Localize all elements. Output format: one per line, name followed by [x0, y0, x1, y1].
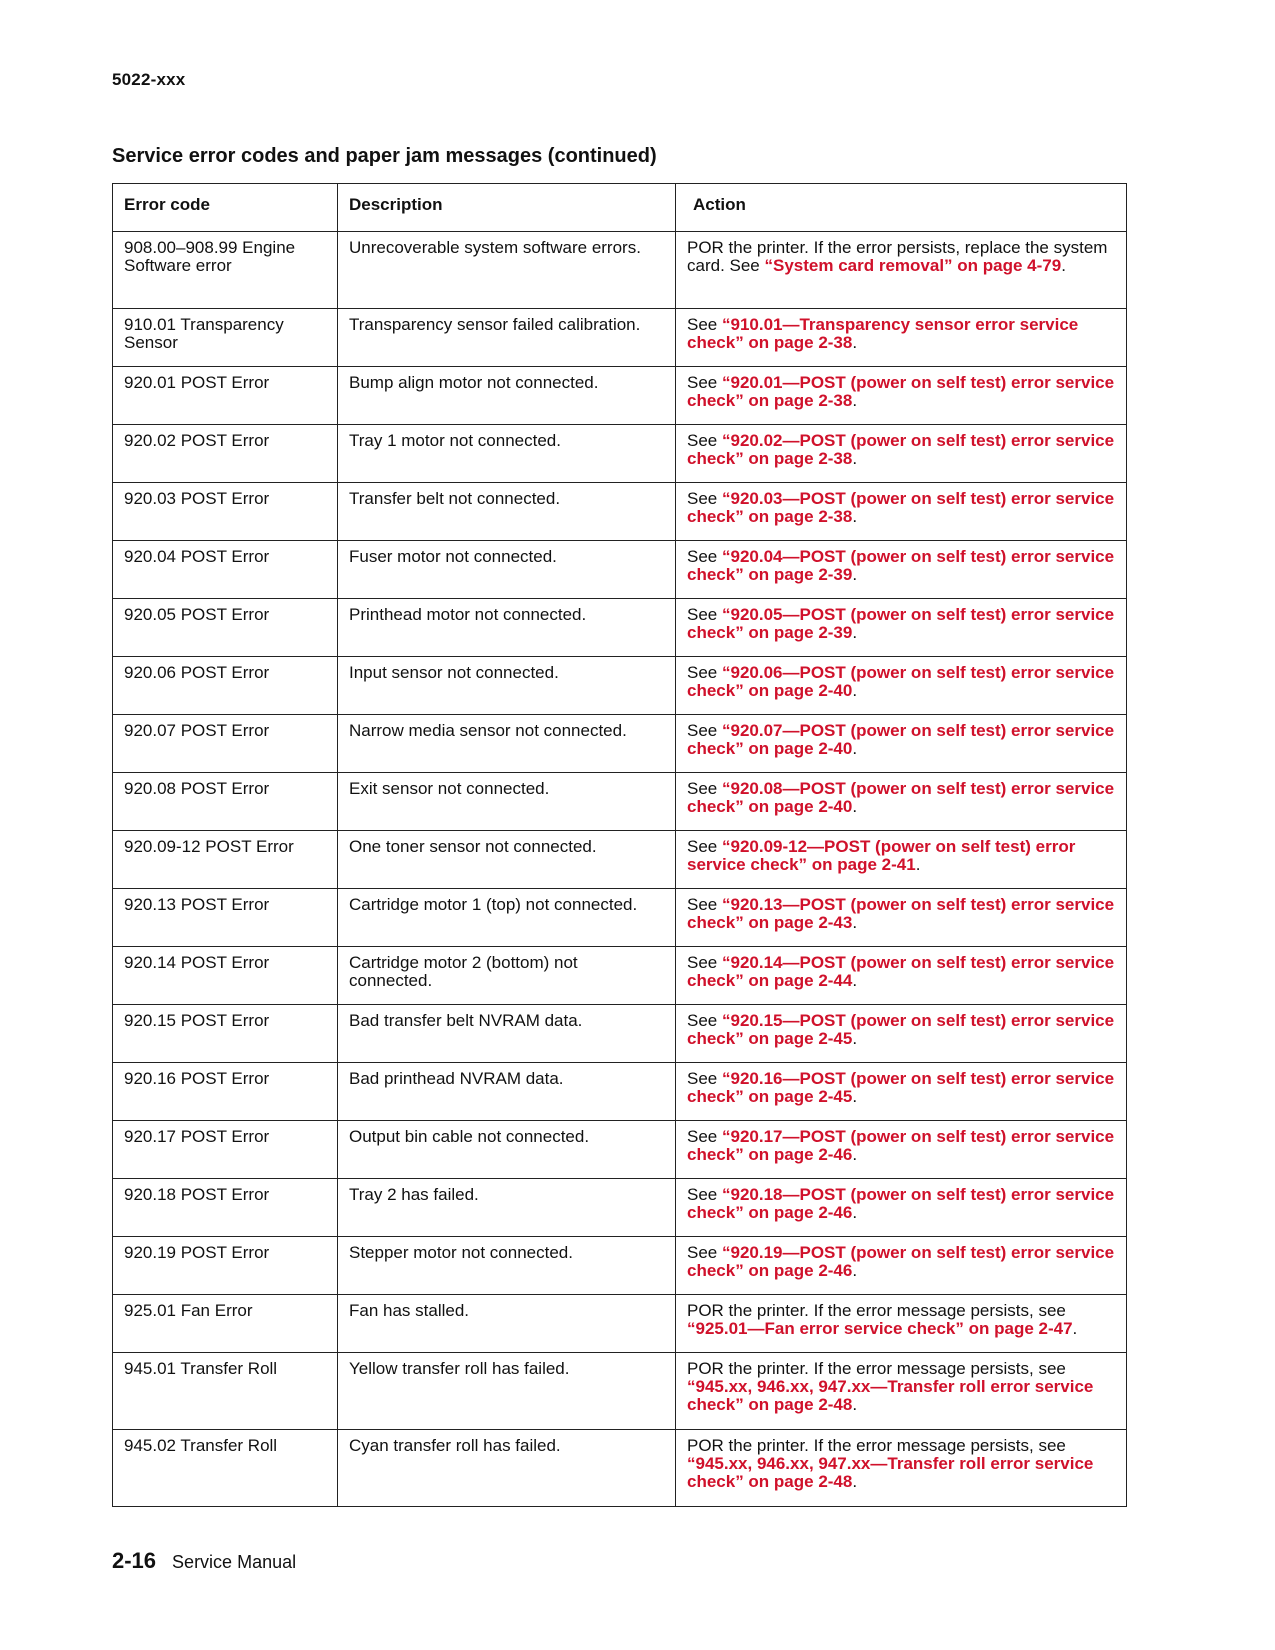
- error-code-cell: 920.17 POST Error: [113, 1121, 338, 1179]
- error-code-cell: 945.01 Transfer Roll: [113, 1353, 338, 1430]
- table-row: [113, 232, 1127, 309]
- table-row: [113, 947, 1127, 1005]
- action-cell: [676, 367, 1127, 425]
- action-cell: [676, 947, 1127, 1005]
- error-code-cell: 908.00–908.99 Engine Software error: [113, 232, 338, 309]
- page-number: 2-16: [112, 1548, 157, 1573]
- action-cell: [676, 1005, 1127, 1063]
- action-text: See: [687, 373, 722, 392]
- section-title: Service error codes and paper jam messages (continued): [112, 145, 657, 167]
- action-cell: [676, 1179, 1127, 1237]
- description-cell: Bad transfer belt NVRAM data.: [338, 1005, 676, 1063]
- table-row: [113, 541, 1127, 599]
- cross-reference-link[interactable]: “920.07—POST (power on self test) error service check” on page 2-40: [687, 721, 1115, 758]
- action-text-end: .: [852, 1087, 858, 1106]
- error-code-cell: 920.04 POST Error: [113, 541, 338, 599]
- cross-reference-link[interactable]: “920.16—POST (power on self test) error service check” on page 2-45: [687, 1069, 1115, 1106]
- action-text: See: [687, 1127, 722, 1146]
- cross-reference-link[interactable]: “920.09-12—POST (power on self test) error service check” on page 2-41: [687, 837, 1076, 874]
- table-row: [113, 1063, 1127, 1121]
- action-text-end: .: [852, 623, 858, 642]
- action-text: See: [687, 547, 722, 566]
- cross-reference-link[interactable]: “System card removal” on page 4-79: [764, 256, 1062, 275]
- error-code-cell: 945.02 Transfer Roll: [113, 1430, 338, 1507]
- cross-reference-link[interactable]: “945.xx, 946.xx, 947.xx—Transfer roll error service check” on page 2-48: [687, 1454, 1094, 1491]
- action-text: See: [687, 1243, 722, 1262]
- table-row: [113, 599, 1127, 657]
- action-cell: [676, 657, 1127, 715]
- action-cell: [676, 1063, 1127, 1121]
- table-row: [113, 715, 1127, 773]
- action-text: See: [687, 895, 722, 914]
- cross-reference-link[interactable]: “920.06—POST (power on self test) error service check” on page 2-40: [687, 663, 1115, 700]
- error-code-cell: 920.09-12 POST Error: [113, 831, 338, 889]
- action-cell: [676, 541, 1127, 599]
- error-code-cell: 920.08 POST Error: [113, 773, 338, 831]
- action-text: POR the printer. If the error message persists, see: [687, 1359, 1066, 1378]
- description-cell: Transfer belt not connected.: [338, 483, 676, 541]
- action-text-end: .: [1061, 256, 1066, 275]
- action-text: See: [687, 489, 722, 508]
- error-code-cell: 910.01 Transparency Sensor: [113, 309, 338, 367]
- action-text-end: .: [852, 1145, 858, 1164]
- cross-reference-link[interactable]: “920.08—POST (power on self test) error service check” on page 2-40: [687, 779, 1115, 816]
- table-row: [113, 657, 1127, 715]
- action-cell: [676, 1353, 1127, 1430]
- description-cell: Bump align motor not connected.: [338, 367, 676, 425]
- cross-reference-link[interactable]: “925.01—Fan error service check” on page 2-47: [687, 1319, 1073, 1338]
- description-cell: Exit sensor not connected.: [338, 773, 676, 831]
- action-text-end: .: [852, 739, 858, 758]
- table-row: [113, 483, 1127, 541]
- description-cell: Tray 2 has failed.: [338, 1179, 676, 1237]
- action-text-end: .: [915, 855, 921, 874]
- description-cell: Stepper motor not connected.: [338, 1237, 676, 1295]
- action-text: See: [687, 779, 722, 798]
- action-text: See: [687, 431, 722, 450]
- description-cell: One toner sensor not connected.: [338, 831, 676, 889]
- table-row: [113, 309, 1127, 367]
- action-text-end: .: [852, 797, 858, 816]
- error-code-cell: 925.01 Fan Error: [113, 1295, 338, 1353]
- action-cell: [676, 1430, 1127, 1507]
- error-code-cell: 920.14 POST Error: [113, 947, 338, 1005]
- action-text: See: [687, 605, 722, 624]
- table-row: [113, 1430, 1127, 1507]
- action-text-end: .: [852, 391, 858, 410]
- table-row: [113, 1295, 1127, 1353]
- cross-reference-link[interactable]: “920.02—POST (power on self test) error service check” on page 2-38: [687, 431, 1115, 468]
- cross-reference-link[interactable]: “910.01—Transparency sensor error service check” on page 2-38: [687, 315, 1079, 352]
- cross-reference-link[interactable]: “945.xx, 946.xx, 947.xx—Transfer roll error service check” on page 2-48: [687, 1377, 1094, 1414]
- action-text: See: [687, 663, 722, 682]
- action-text-end: .: [852, 333, 858, 352]
- page-footer: [112, 1548, 296, 1574]
- action-text: See: [687, 1069, 722, 1088]
- action-text-end: .: [1072, 1319, 1078, 1338]
- table-row: [113, 773, 1127, 831]
- description-cell: Input sensor not connected.: [338, 657, 676, 715]
- model-number: 5022-xxx: [112, 70, 186, 89]
- action-cell: [676, 309, 1127, 367]
- description-cell: Printhead motor not connected.: [338, 599, 676, 657]
- table-row: [113, 889, 1127, 947]
- action-text-end: .: [852, 1472, 858, 1491]
- table-header-row: [113, 184, 1127, 232]
- action-text-end: .: [852, 1203, 858, 1222]
- description-cell: Fuser motor not connected.: [338, 541, 676, 599]
- table-row: [113, 367, 1127, 425]
- action-text: POR the printer. If the error persists, replace the system card. See: [687, 238, 1108, 275]
- action-text: POR the printer. If the error message persists, see: [687, 1436, 1066, 1455]
- cross-reference-link[interactable]: “920.01—POST (power on self test) error service check” on page 2-38: [687, 373, 1115, 410]
- action-text-end: .: [852, 913, 858, 932]
- action-cell: [676, 715, 1127, 773]
- action-cell: [676, 1237, 1127, 1295]
- action-text: See: [687, 953, 722, 972]
- table-row: [113, 1121, 1127, 1179]
- table-row: [113, 1353, 1127, 1430]
- table-row: [113, 425, 1127, 483]
- action-cell: [676, 889, 1127, 947]
- table-row: [113, 1237, 1127, 1295]
- description-cell: Unrecoverable system software errors.: [338, 232, 676, 309]
- description-cell: Output bin cable not connected.: [338, 1121, 676, 1179]
- description-cell: Yellow transfer roll has failed.: [338, 1353, 676, 1430]
- action-text-end: .: [852, 971, 858, 990]
- description-cell: Cyan transfer roll has failed.: [338, 1430, 676, 1507]
- action-cell: [676, 1121, 1127, 1179]
- action-text: See: [687, 1185, 722, 1204]
- cross-reference-link[interactable]: “920.04—POST (power on self test) error service check” on page 2-39: [687, 547, 1115, 584]
- action-text-end: .: [852, 1395, 858, 1414]
- error-code-cell: 920.03 POST Error: [113, 483, 338, 541]
- column-header-error-code: Error code: [113, 184, 338, 232]
- action-text-end: .: [852, 1029, 858, 1048]
- action-text-end: .: [852, 1261, 858, 1280]
- cross-reference-link[interactable]: “920.19—POST (power on self test) error service check” on page 2-46: [687, 1243, 1115, 1280]
- error-code-table: [112, 183, 1127, 1507]
- error-code-cell: 920.18 POST Error: [113, 1179, 338, 1237]
- action-text-end: .: [852, 449, 858, 468]
- manual-name: Service Manual: [172, 1552, 297, 1572]
- action-cell: [676, 232, 1127, 309]
- description-cell: Cartridge motor 2 (bottom) not connected.: [338, 947, 676, 1005]
- table-row: [113, 1005, 1127, 1063]
- action-cell: [676, 599, 1127, 657]
- error-code-cell: 920.02 POST Error: [113, 425, 338, 483]
- error-code-cell: 920.16 POST Error: [113, 1063, 338, 1121]
- error-code-cell: 920.19 POST Error: [113, 1237, 338, 1295]
- cross-reference-link[interactable]: “920.03—POST (power on self test) error service check” on page 2-38: [687, 489, 1115, 526]
- action-text-end: .: [852, 681, 858, 700]
- description-cell: Narrow media sensor not connected.: [338, 715, 676, 773]
- table-row: [113, 831, 1127, 889]
- cross-reference-link[interactable]: “920.17—POST (power on self test) error service check” on page 2-46: [687, 1127, 1115, 1164]
- action-text: See: [687, 837, 722, 856]
- cross-reference-link[interactable]: “920.15—POST (power on self test) error service check” on page 2-45: [687, 1011, 1115, 1048]
- action-text: See: [687, 721, 722, 740]
- table-row: [113, 1179, 1127, 1237]
- description-cell: Tray 1 motor not connected.: [338, 425, 676, 483]
- error-code-cell: 920.05 POST Error: [113, 599, 338, 657]
- error-code-cell: 920.15 POST Error: [113, 1005, 338, 1063]
- cross-reference-link[interactable]: “920.13—POST (power on self test) error service check” on page 2-43: [687, 895, 1115, 932]
- column-header-action: Action: [676, 184, 1127, 232]
- error-code-cell: 920.06 POST Error: [113, 657, 338, 715]
- description-cell: Transparency sensor failed calibration.: [338, 309, 676, 367]
- error-code-cell: 920.13 POST Error: [113, 889, 338, 947]
- action-text: See: [687, 315, 722, 334]
- error-code-cell: 920.01 POST Error: [113, 367, 338, 425]
- description-cell: Cartridge motor 1 (top) not connected.: [338, 889, 676, 947]
- error-code-cell: 920.07 POST Error: [113, 715, 338, 773]
- cross-reference-link[interactable]: “920.18—POST (power on self test) error service check” on page 2-46: [687, 1185, 1115, 1222]
- action-text: POR the printer. If the error message persists, see: [687, 1301, 1066, 1320]
- action-cell: [676, 425, 1127, 483]
- action-cell: [676, 773, 1127, 831]
- action-cell: [676, 483, 1127, 541]
- cross-reference-link[interactable]: “920.14—POST (power on self test) error service check” on page 2-44: [687, 953, 1115, 990]
- action-text: See: [687, 1011, 722, 1030]
- action-cell: [676, 1295, 1127, 1353]
- cross-reference-link[interactable]: “920.05—POST (power on self test) error service check” on page 2-39: [687, 605, 1115, 642]
- action-text-end: .: [852, 507, 858, 526]
- description-cell: Bad printhead NVRAM data.: [338, 1063, 676, 1121]
- description-cell: Fan has stalled.: [338, 1295, 676, 1353]
- column-header-description: Description: [338, 184, 676, 232]
- action-cell: [676, 831, 1127, 889]
- action-text-end: .: [852, 565, 858, 584]
